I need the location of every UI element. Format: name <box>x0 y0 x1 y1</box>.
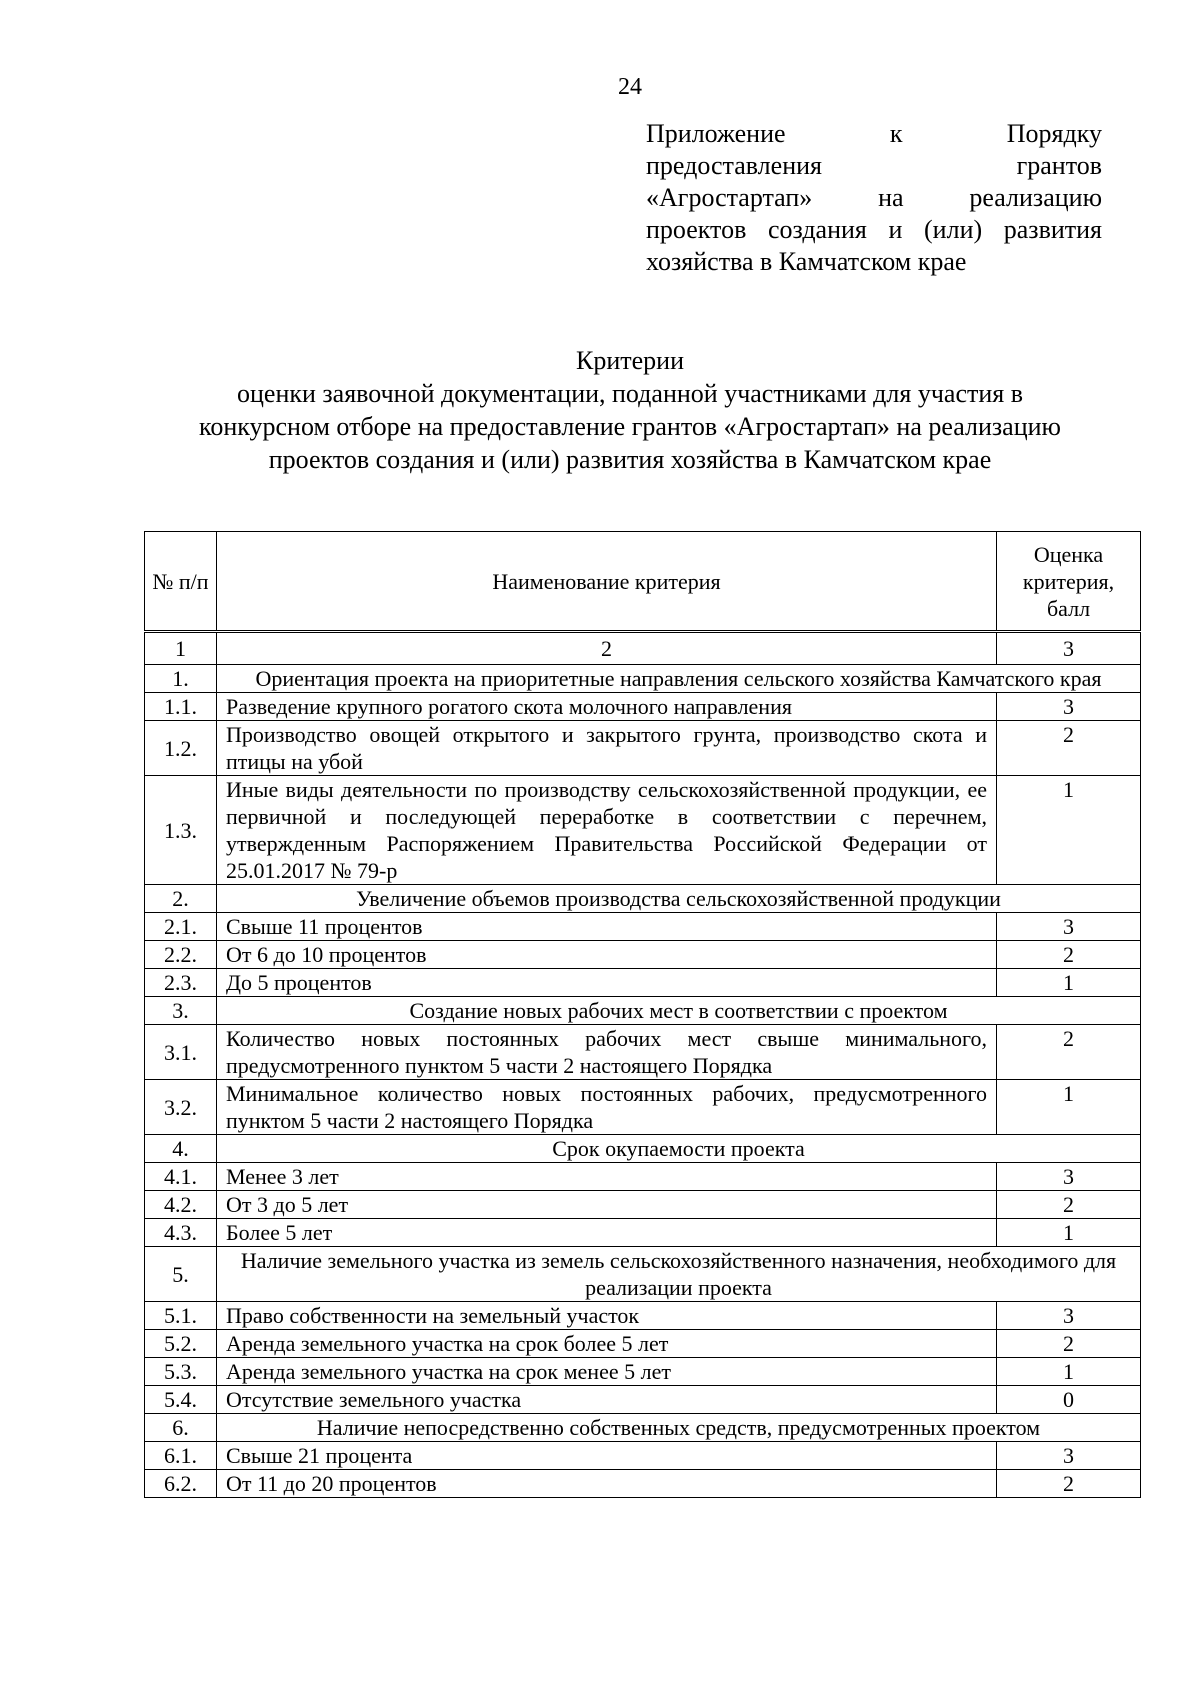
row-number: 6. <box>145 1414 217 1442</box>
criterion-score: 2 <box>997 721 1141 776</box>
criterion-text: От 11 до 20 процентов <box>217 1470 997 1498</box>
criterion-text: Отсутствие земельного участка <box>217 1386 997 1414</box>
section-title: Наличие непосредственно собственных средств, предусмотренных проектом <box>217 1414 1141 1442</box>
criterion-score: 1 <box>997 969 1141 997</box>
row-number: 3.1. <box>145 1025 217 1080</box>
criterion-score: 3 <box>997 1302 1141 1330</box>
table-section-row <box>145 665 1141 693</box>
table-section-row <box>145 885 1141 913</box>
row-number: 2.3. <box>145 969 217 997</box>
table-row <box>145 1219 1141 1247</box>
row-number: 5.3. <box>145 1358 217 1386</box>
row-number: 1.1. <box>145 693 217 721</box>
appendix-line: проектов создания и (или) развития <box>646 215 1102 244</box>
row-number: 4.2. <box>145 1191 217 1219</box>
table-row <box>145 1163 1141 1191</box>
criterion-text: От 6 до 10 процентов <box>217 941 997 969</box>
table-row <box>145 941 1141 969</box>
title-line: проектов создания и (или) развития хозяйства в Камчатском крае <box>268 445 992 474</box>
appendix-line: хозяйства в Камчатском крае <box>646 247 967 276</box>
appendix-line: «Агростартап» на реализацию <box>646 183 1102 212</box>
header-criterion-name: Наименование критерия <box>217 532 997 632</box>
criterion-text: Производство овощей открытого и закрытого грунта, производство скота и птицы на убой <box>217 721 997 776</box>
criterion-text: Минимальное количество новых постоянных рабочих, предусмотренного пунктом 5 части 2 настоящего Порядка <box>217 1080 997 1135</box>
criterion-score: 2 <box>997 1191 1141 1219</box>
criterion-score: 2 <box>997 1330 1141 1358</box>
criterion-text: До 5 процентов <box>217 969 997 997</box>
row-number: 5.1. <box>145 1302 217 1330</box>
criterion-score: 1 <box>997 1080 1141 1135</box>
criterion-score: 3 <box>997 1163 1141 1191</box>
criterion-text: От 3 до 5 лет <box>217 1191 997 1219</box>
row-number: 6.1. <box>145 1442 217 1470</box>
table-row <box>145 913 1141 941</box>
table-row <box>145 1302 1141 1330</box>
criterion-score: 2 <box>997 1025 1141 1080</box>
criterion-text: Аренда земельного участка на срок менее 5 лет <box>217 1358 997 1386</box>
row-number: 5.2. <box>145 1330 217 1358</box>
row-number: 5.4. <box>145 1386 217 1414</box>
row-number: 1.3. <box>145 776 217 885</box>
section-title: Наличие земельного участка из земель сельскохозяйственного назначения, необходимого для реализации проекта <box>217 1247 1141 1302</box>
row-number: 6.2. <box>145 1470 217 1498</box>
table-row <box>145 1080 1141 1135</box>
table-row <box>145 1191 1141 1219</box>
criterion-text: Иные виды деятельности по производству сельскохозяйственной продукции, ее первичной и последующей переработке в соответствии с перечнем, утвержденным Распоряжением Правительства Российской Федерации от 25.01.2017 № 79-р <box>217 776 997 885</box>
table-row <box>145 1442 1141 1470</box>
row-number: 2. <box>145 885 217 913</box>
table-row <box>145 969 1141 997</box>
header-score: Оценка критерия, балл <box>997 532 1141 632</box>
criterion-score: 3 <box>997 693 1141 721</box>
criterion-score: 1 <box>997 1219 1141 1247</box>
header-number: № п/п <box>145 532 217 632</box>
criterion-score: 1 <box>997 1358 1141 1386</box>
section-title: Ориентация проекта на приоритетные направления сельского хозяйства Камчатского края <box>217 665 1141 693</box>
criterion-score: 2 <box>997 1470 1141 1498</box>
column-number: 2 <box>217 632 997 665</box>
criterion-text: Более 5 лет <box>217 1219 997 1247</box>
table-row <box>145 1386 1141 1414</box>
column-number: 1 <box>145 632 217 665</box>
table-section-row <box>145 1247 1141 1302</box>
row-number: 1. <box>145 665 217 693</box>
table-row <box>145 1330 1141 1358</box>
page-number: 24 <box>618 74 642 100</box>
row-number: 1.2. <box>145 721 217 776</box>
column-numbers-row <box>145 632 1141 665</box>
row-number: 4.1. <box>145 1163 217 1191</box>
table-header-row <box>145 532 1141 632</box>
table-section-row <box>145 1135 1141 1163</box>
column-number: 3 <box>997 632 1141 665</box>
title-heading: Критерии <box>576 346 684 375</box>
table-row <box>145 721 1141 776</box>
table-row <box>145 1358 1141 1386</box>
criterion-score: 3 <box>997 913 1141 941</box>
criterion-text: Свыше 21 процента <box>217 1442 997 1470</box>
appendix-note <box>646 118 1102 278</box>
criterion-text: Свыше 11 процентов <box>217 913 997 941</box>
criterion-score: 1 <box>997 776 1141 885</box>
criterion-text: Менее 3 лет <box>217 1163 997 1191</box>
appendix-line: предоставления грантов <box>646 151 1102 180</box>
criterion-text: Аренда земельного участка на срок более 5 лет <box>217 1330 997 1358</box>
section-title: Создание новых рабочих мест в соответствии с проектом <box>217 997 1141 1025</box>
criteria-table <box>144 531 1141 1498</box>
criterion-text: Право собственности на земельный участок <box>217 1302 997 1330</box>
table-section-row <box>145 997 1141 1025</box>
section-title: Срок окупаемости проекта <box>217 1135 1141 1163</box>
criterion-text: Количество новых постоянных рабочих мест свыше минимального, предусмотренного пунктом 5 части 2 настоящего Порядка <box>217 1025 997 1080</box>
table-row <box>145 1470 1141 1498</box>
row-number: 3. <box>145 997 217 1025</box>
title-line: конкурсном отборе на предоставление грантов «Агростартап» на реализацию <box>199 412 1061 441</box>
table-row <box>145 776 1141 885</box>
appendix-line: Приложение к Порядку <box>646 119 1102 148</box>
section-title: Увеличение объемов производства сельскохозяйственной продукции <box>217 885 1141 913</box>
table-section-row <box>145 1414 1141 1442</box>
criterion-score: 0 <box>997 1386 1141 1414</box>
row-number: 3.2. <box>145 1080 217 1135</box>
row-number: 4. <box>145 1135 217 1163</box>
title-line: оценки заявочной документации, поданной участниками для участия в <box>236 379 1024 408</box>
row-number: 5. <box>145 1247 217 1302</box>
row-number: 2.1. <box>145 913 217 941</box>
row-number: 2.2. <box>145 941 217 969</box>
criterion-text: Разведение крупного рогатого скота молочного направления <box>217 693 997 721</box>
criterion-score: 2 <box>997 941 1141 969</box>
row-number: 4.3. <box>145 1219 217 1247</box>
table-row <box>145 1025 1141 1080</box>
document-title <box>60 344 1200 476</box>
table-row <box>145 693 1141 721</box>
criterion-score: 3 <box>997 1442 1141 1470</box>
